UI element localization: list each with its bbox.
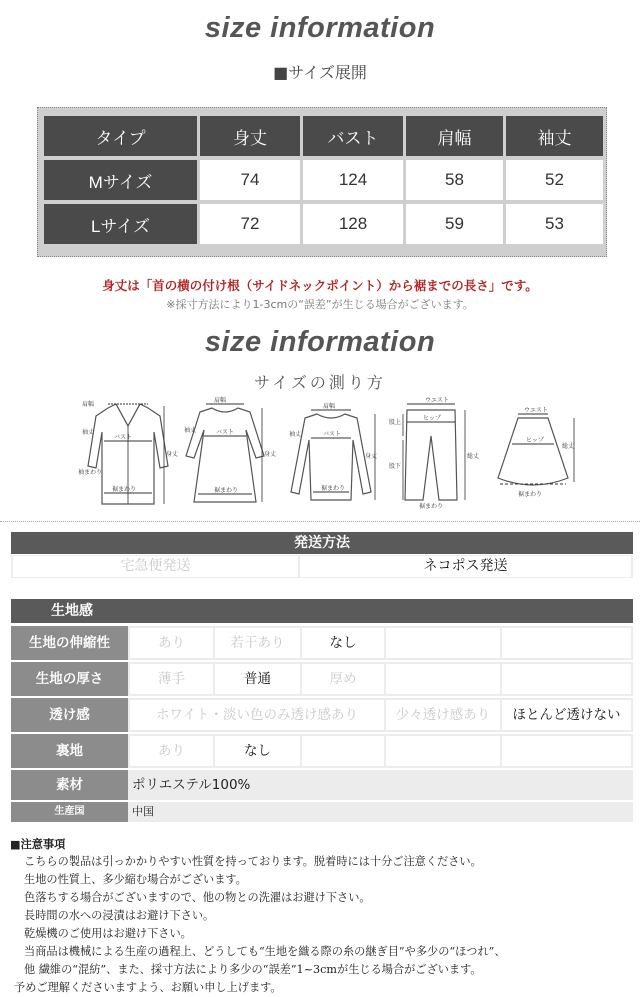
fabric-empty-cell <box>302 736 384 766</box>
coat-length-label: 身丈 <box>166 451 179 458</box>
fabric-row-stretch <box>11 626 633 660</box>
length-definition-note: 身丈は「首の横の付け根（サイドネックポイント）から裾までの長さ」です。 <box>102 278 538 293</box>
fabric-row-label: 生地の厚さ <box>11 662 128 696</box>
skirt-hem-label: 裾まわり <box>518 491 543 498</box>
coat-shoulder-label: 肩幅 <box>82 401 95 408</box>
size-cell: 124 <box>303 160 403 200</box>
fabric-row-lining <box>11 734 633 768</box>
top-hem-label: 裾まわり <box>321 485 346 492</box>
skirt-length-label: 総丈 <box>562 443 575 450</box>
fabric-empty-cell <box>502 628 631 658</box>
skirt-hip-label: ヒップ <box>526 437 544 444</box>
fabric-option: 若干あり <box>215 628 300 658</box>
size-row-label: Lサイズ <box>44 204 197 244</box>
care-note-line: 生地の性質上、多少縮む場合がございます。 <box>24 873 247 886</box>
care-notes-title: ■注意事項 <box>10 837 66 851</box>
dress-shoulder-label: 肩幅 <box>214 397 227 404</box>
skirt-waist-label: ウエスト <box>524 407 549 414</box>
size-table <box>37 107 607 257</box>
section-subtitle-how-to-measure: サイズの測り方 <box>254 373 386 392</box>
care-note-line: 乾燥機のご使用はお避け下さい。 <box>24 927 192 940</box>
pants-hip-label: ヒップ <box>423 415 441 422</box>
dress-length-label: 身丈 <box>264 451 277 458</box>
section-subtitle-size-range: ■サイズ展開 <box>273 63 367 82</box>
dress-bust-label: バスト <box>216 429 235 436</box>
top-figure <box>285 396 380 511</box>
fabric-option-selected: 普通 <box>215 664 300 694</box>
size-cell: 74 <box>200 160 300 200</box>
coat-hem-label: 裾まわり <box>112 486 137 493</box>
fabric-row-material <box>11 770 633 800</box>
shipping-option-takkyubin: 宅急便発送 <box>13 556 298 577</box>
care-note-line: 長時間の水への浸漬はお避け下さい。 <box>24 909 215 922</box>
size-header-length: 身丈 <box>200 116 300 156</box>
coat-figure <box>78 396 178 511</box>
fabric-header-label: 生地感 <box>51 603 93 619</box>
fabric-option: あり <box>130 628 213 658</box>
skirt-figure <box>488 396 580 511</box>
measurement-figures <box>0 396 640 511</box>
section-divider <box>0 521 640 522</box>
fabric-option-selected: なし <box>302 628 384 658</box>
material-value: ポリエステル100% <box>132 777 251 793</box>
fabric-row-label: 生産国 <box>11 802 128 822</box>
size-cell: 59 <box>406 204 503 244</box>
shipping-option-nekopos: ネコポス発送 <box>300 556 631 577</box>
origin-value: 中国 <box>132 805 154 818</box>
fabric-empty-cell <box>386 664 500 694</box>
pants-rise-label: 股上 <box>389 419 402 426</box>
size-row-label: Mサイズ <box>44 160 197 200</box>
fabric-row-thickness <box>11 662 633 696</box>
pants-waist-label: ウエスト <box>425 397 450 404</box>
fabric-row-origin <box>11 802 633 822</box>
care-note-line: 他 繊維の“混紡”、また、採寸方法により多少の“誤差”1~3cmが生じる場合がございます。 <box>24 963 482 976</box>
pants-length-label: 総丈 <box>467 453 480 460</box>
size-header-bust: バスト <box>303 116 403 156</box>
dress-sleeve-label: 袖丈 <box>184 427 197 434</box>
size-header-type: タイプ <box>44 116 197 156</box>
size-cell: 58 <box>406 160 503 200</box>
pants-inseam-label: 股下 <box>389 463 402 470</box>
dress-figure <box>180 396 277 511</box>
section-title-size: size information <box>204 12 436 44</box>
size-cell: 52 <box>506 160 603 200</box>
fabric-empty-cell <box>386 736 500 766</box>
care-notes <box>10 835 630 997</box>
fabric-empty-cell <box>502 736 631 766</box>
fabric-row-label: 透け感 <box>11 698 128 732</box>
size-header-shoulder: 肩幅 <box>406 116 503 156</box>
fabric-option: 厚め <box>302 664 384 694</box>
coat-sleeve-label: 袖丈 <box>82 429 95 436</box>
care-note-line: 当商品は機械による生産の過程上、どうしても“生地を織る際の糸の継ぎ目”や多少の“ほつれ”、 <box>24 945 506 958</box>
fabric-row-sheerness <box>11 698 633 732</box>
care-note-line: こちらの製品は引っかかりやすい性質を持っております。脱着時には十分ご注意ください。 <box>24 855 482 868</box>
top-shoulder-label: 肩幅 <box>323 403 336 410</box>
care-note-line: 色落ちする場合がございますので、他の物との洗濯はお避け下さい。 <box>24 891 371 904</box>
top-sleeve-label: 袖丈 <box>289 431 302 438</box>
size-cell: 53 <box>506 204 603 244</box>
fabric-option: あり <box>130 736 213 766</box>
coat-bust-label: バスト <box>114 434 133 441</box>
shipping-options <box>11 555 633 578</box>
fabric-row-label: 生地の伸縮性 <box>11 626 128 660</box>
fabric-empty-cell <box>502 664 631 694</box>
dress-hem-label: 裾まわり <box>214 487 239 494</box>
coat-waist-label: 袖まわり <box>78 469 103 476</box>
fabric-option-selected: ほとんど透けない <box>502 700 631 730</box>
fabric-option-selected: なし <box>215 736 300 766</box>
top-bust-label: バスト <box>323 431 342 438</box>
fabric-option: ホワイト・淡い色のみ透け感あり <box>130 700 384 730</box>
fabric-row-label: 裏地 <box>11 734 128 768</box>
fabric-option: 薄手 <box>130 664 213 694</box>
fabric-header <box>11 599 633 623</box>
size-cell: 128 <box>303 204 403 244</box>
care-note-line: 予めご理解くださいますよう、お願い申し上げます。 <box>14 981 282 994</box>
fabric-option: 少々透け感あり <box>386 700 500 730</box>
fabric-empty-cell <box>386 628 500 658</box>
shipping-header: 発送方法 <box>11 532 633 554</box>
pants-figure <box>385 396 480 511</box>
size-header-sleeve: 袖丈 <box>506 116 603 156</box>
section-title-measure: size information <box>204 326 436 358</box>
pants-hem-label: 裾まわり <box>419 503 444 510</box>
size-cell: 72 <box>200 204 300 244</box>
measurement-error-note: ※採寸方法により1-3cmの“誤差”が生じる場合がございます。 <box>166 298 474 311</box>
top-length-label: 身丈 <box>365 453 378 460</box>
fabric-row-label: 素材 <box>11 770 128 800</box>
